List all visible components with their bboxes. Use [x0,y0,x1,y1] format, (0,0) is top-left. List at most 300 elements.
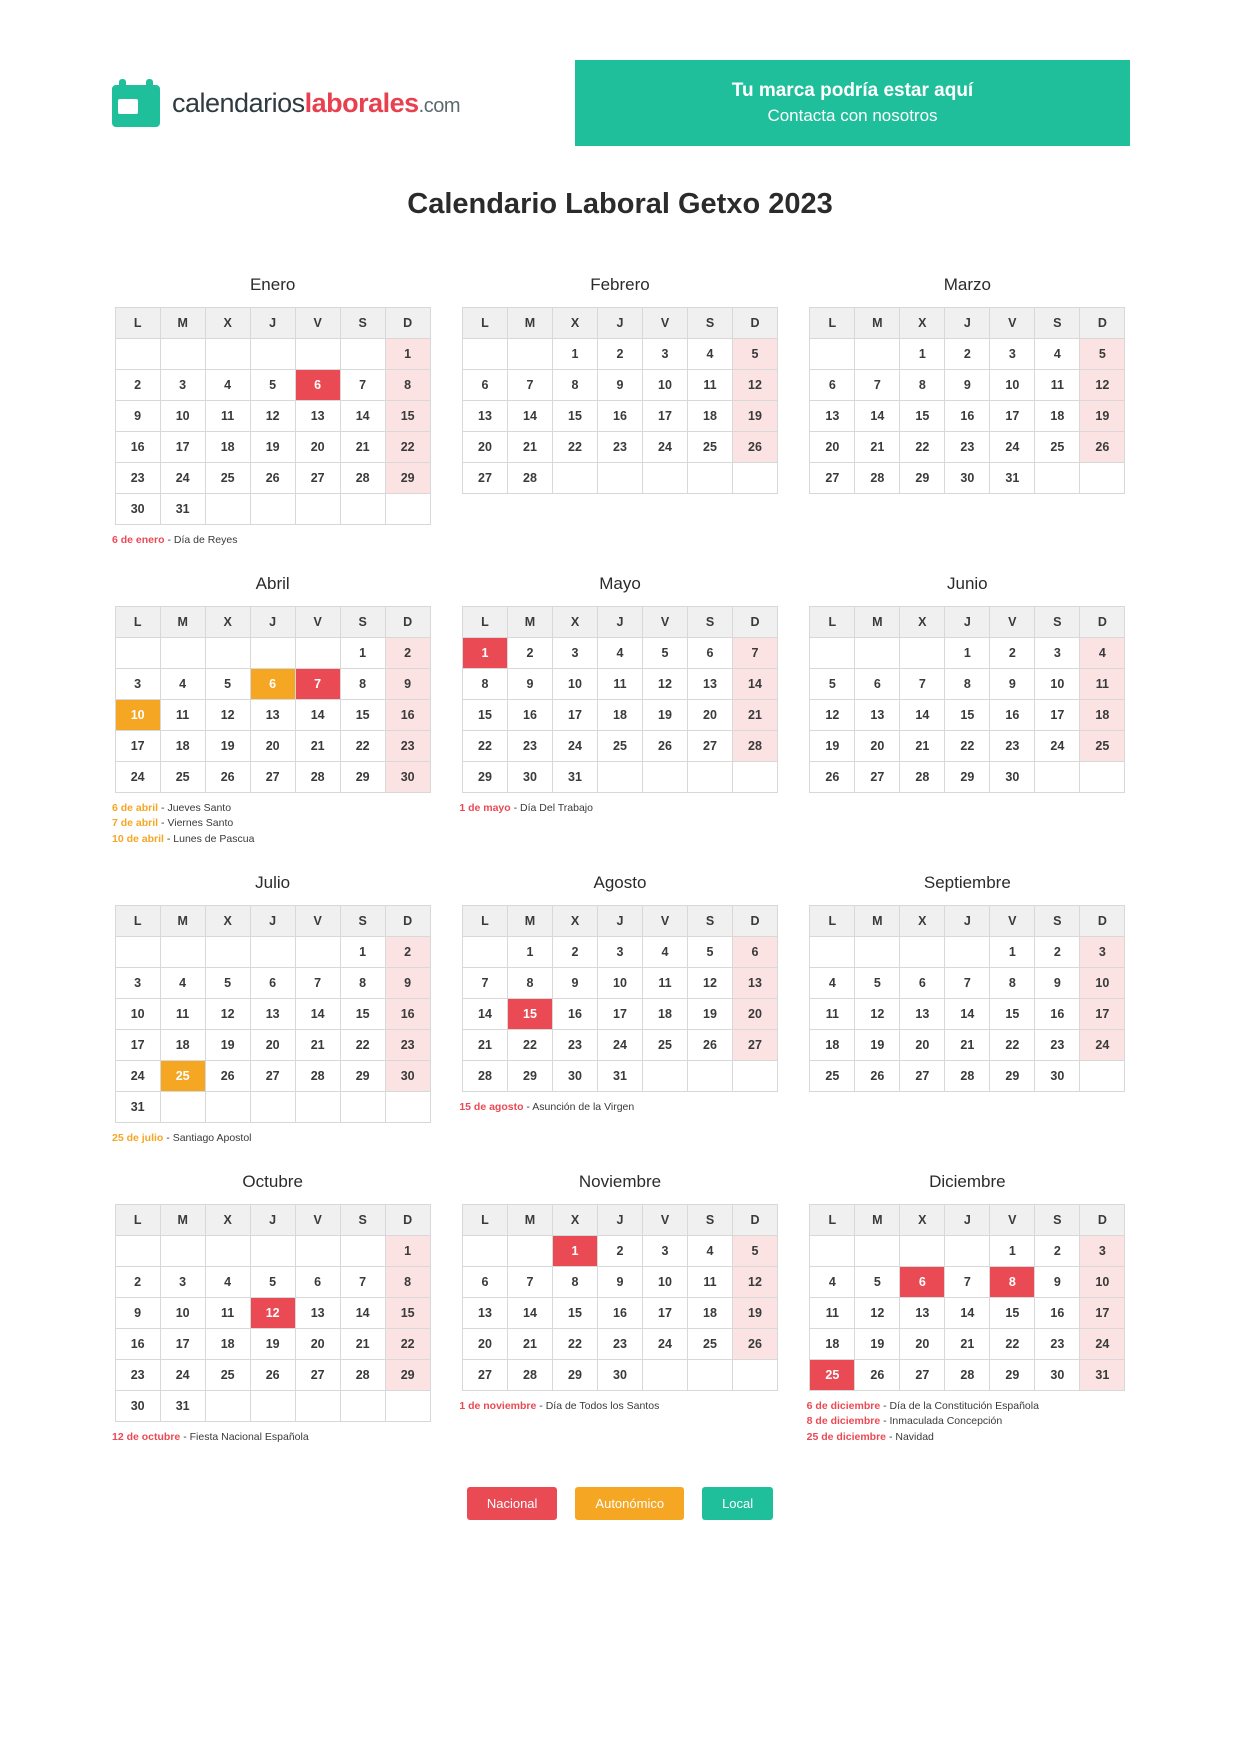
day-cell[interactable]: 17 [597,998,642,1029]
day-cell[interactable]: 22 [990,1029,1035,1060]
day-cell[interactable]: 25 [810,1060,855,1091]
day-cell[interactable]: 16 [507,700,552,731]
day-cell[interactable]: 1 [990,936,1035,967]
day-cell[interactable]: 22 [552,432,597,463]
day-cell[interactable]: 30 [597,1360,642,1391]
day-cell[interactable]: 13 [295,1298,340,1329]
day-cell[interactable]: 2 [1035,1236,1080,1267]
day-cell[interactable]: 4 [160,669,205,700]
day-cell[interactable]: 23 [597,1329,642,1360]
day-cell[interactable]: 28 [900,762,945,793]
day-cell[interactable]: 14 [945,998,990,1029]
day-cell[interactable]: 17 [1035,700,1080,731]
day-cell[interactable]: 2 [115,370,160,401]
day-cell[interactable]: 30 [115,1391,160,1422]
day-cell[interactable]: 9 [507,669,552,700]
sunday-day-cell[interactable]: 20 [732,998,777,1029]
sunday-day-cell[interactable]: 6 [732,936,777,967]
day-cell[interactable]: 17 [552,700,597,731]
day-cell[interactable]: 27 [900,1060,945,1091]
day-cell[interactable]: 21 [295,1029,340,1060]
day-cell[interactable]: 27 [462,1360,507,1391]
day-cell[interactable]: 25 [597,731,642,762]
day-cell[interactable]: 7 [945,967,990,998]
sunday-day-cell[interactable]: 16 [385,700,430,731]
day-cell[interactable]: 20 [810,432,855,463]
sunday-day-cell[interactable]: 22 [385,432,430,463]
day-cell[interactable]: 20 [900,1329,945,1360]
day-cell[interactable]: 11 [1035,370,1080,401]
sunday-day-cell[interactable]: 5 [732,1236,777,1267]
sunday-day-cell[interactable]: 24 [1080,1329,1125,1360]
day-cell[interactable]: 14 [295,998,340,1029]
day-cell[interactable]: 24 [990,432,1035,463]
day-cell[interactable]: 10 [115,998,160,1029]
day-cell[interactable]: 1 [340,936,385,967]
day-cell[interactable]: 29 [552,1360,597,1391]
day-cell[interactable]: 4 [687,1236,732,1267]
day-cell[interactable]: 22 [900,432,945,463]
day-cell[interactable]: 5 [205,669,250,700]
day-cell[interactable]: 22 [340,731,385,762]
day-cell[interactable]: 25 [687,1329,732,1360]
day-cell[interactable]: 17 [115,1029,160,1060]
day-cell[interactable]: 18 [160,731,205,762]
day-cell[interactable]: 9 [597,1267,642,1298]
day-cell[interactable]: 18 [642,998,687,1029]
day-cell[interactable]: 29 [340,1060,385,1091]
day-cell[interactable]: 2 [597,339,642,370]
day-cell[interactable]: 27 [855,762,900,793]
day-cell[interactable]: 23 [552,1029,597,1060]
day-cell[interactable]: 31 [597,1060,642,1091]
day-cell[interactable]: 26 [205,762,250,793]
day-cell[interactable]: 24 [597,1029,642,1060]
day-cell[interactable]: 19 [250,432,295,463]
day-cell[interactable]: 28 [295,762,340,793]
day-cell[interactable]: 13 [295,401,340,432]
day-cell[interactable]: 31 [160,1391,205,1422]
day-cell[interactable]: 3 [115,669,160,700]
day-cell[interactable]: 15 [462,700,507,731]
day-cell[interactable]: 28 [340,1360,385,1391]
day-cell[interactable]: 24 [552,731,597,762]
brand-logo[interactable] [110,60,460,146]
day-cell[interactable]: 16 [945,401,990,432]
holiday-day-cell[interactable]: 1 [462,638,507,669]
day-cell[interactable]: 19 [250,1329,295,1360]
day-cell[interactable]: 2 [945,339,990,370]
day-cell[interactable]: 16 [115,432,160,463]
day-cell[interactable]: 12 [855,998,900,1029]
day-cell[interactable]: 15 [990,998,1035,1029]
sunday-day-cell[interactable]: 8 [385,370,430,401]
day-cell[interactable]: 10 [642,370,687,401]
day-cell[interactable]: 11 [597,669,642,700]
day-cell[interactable]: 10 [552,669,597,700]
day-cell[interactable]: 20 [900,1029,945,1060]
day-cell[interactable]: 13 [900,998,945,1029]
sunday-day-cell[interactable]: 11 [1080,669,1125,700]
day-cell[interactable]: 31 [552,762,597,793]
day-cell[interactable]: 27 [295,463,340,494]
day-cell[interactable]: 9 [1035,1267,1080,1298]
day-cell[interactable]: 28 [507,463,552,494]
day-cell[interactable]: 19 [205,731,250,762]
day-cell[interactable]: 27 [250,762,295,793]
day-cell[interactable]: 10 [160,401,205,432]
day-cell[interactable]: 13 [462,401,507,432]
day-cell[interactable]: 25 [205,463,250,494]
day-cell[interactable]: 20 [295,1329,340,1360]
day-cell[interactable]: 26 [855,1060,900,1091]
day-cell[interactable]: 16 [1035,998,1080,1029]
day-cell[interactable]: 1 [340,638,385,669]
day-cell[interactable]: 1 [507,936,552,967]
day-cell[interactable]: 17 [160,1329,205,1360]
day-cell[interactable]: 22 [507,1029,552,1060]
holiday-day-cell[interactable]: 10 [115,700,160,731]
sunday-day-cell[interactable]: 30 [385,1060,430,1091]
sunday-day-cell[interactable]: 28 [732,731,777,762]
day-cell[interactable]: 20 [462,1329,507,1360]
day-cell[interactable]: 6 [900,967,945,998]
day-cell[interactable]: 21 [340,1329,385,1360]
day-cell[interactable]: 9 [990,669,1035,700]
day-cell[interactable]: 30 [945,463,990,494]
day-cell[interactable]: 2 [1035,936,1080,967]
sunday-day-cell[interactable]: 17 [1080,998,1125,1029]
day-cell[interactable]: 12 [642,669,687,700]
day-cell[interactable]: 6 [250,967,295,998]
day-cell[interactable]: 25 [160,762,205,793]
day-cell[interactable]: 3 [642,1236,687,1267]
day-cell[interactable]: 31 [990,463,1035,494]
day-cell[interactable]: 10 [642,1267,687,1298]
day-cell[interactable]: 5 [250,1267,295,1298]
day-cell[interactable]: 13 [462,1298,507,1329]
day-cell[interactable]: 25 [687,432,732,463]
legend-item-nacional[interactable]: Nacional [467,1487,558,1520]
day-cell[interactable]: 4 [205,370,250,401]
day-cell[interactable]: 21 [462,1029,507,1060]
day-cell[interactable]: 6 [810,370,855,401]
day-cell[interactable]: 14 [340,1298,385,1329]
day-cell[interactable]: 9 [945,370,990,401]
day-cell[interactable]: 16 [597,1298,642,1329]
day-cell[interactable]: 19 [810,731,855,762]
sunday-day-cell[interactable]: 16 [385,998,430,1029]
day-cell[interactable]: 8 [945,669,990,700]
day-cell[interactable]: 15 [340,998,385,1029]
day-cell[interactable]: 27 [687,731,732,762]
day-cell[interactable]: 4 [810,967,855,998]
day-cell[interactable]: 29 [990,1360,1035,1391]
day-cell[interactable]: 27 [295,1360,340,1391]
day-cell[interactable]: 6 [687,638,732,669]
day-cell[interactable]: 13 [250,998,295,1029]
day-cell[interactable]: 28 [855,463,900,494]
day-cell[interactable]: 18 [810,1029,855,1060]
day-cell[interactable]: 14 [855,401,900,432]
day-cell[interactable]: 17 [990,401,1035,432]
day-cell[interactable]: 15 [990,1298,1035,1329]
day-cell[interactable]: 3 [160,370,205,401]
day-cell[interactable]: 18 [597,700,642,731]
day-cell[interactable]: 24 [642,432,687,463]
sunday-day-cell[interactable]: 24 [1080,1029,1125,1060]
day-cell[interactable]: 4 [597,638,642,669]
day-cell[interactable]: 15 [552,401,597,432]
day-cell[interactable]: 16 [597,401,642,432]
sunday-day-cell[interactable]: 31 [1080,1360,1125,1391]
day-cell[interactable]: 11 [642,967,687,998]
day-cell[interactable]: 20 [250,731,295,762]
sunday-day-cell[interactable]: 9 [385,967,430,998]
day-cell[interactable]: 14 [900,700,945,731]
day-cell[interactable]: 27 [900,1360,945,1391]
day-cell[interactable]: 3 [160,1267,205,1298]
holiday-day-cell[interactable]: 6 [250,669,295,700]
day-cell[interactable]: 19 [855,1029,900,1060]
day-cell[interactable]: 1 [990,1236,1035,1267]
holiday-day-cell[interactable]: 15 [507,998,552,1029]
day-cell[interactable]: 8 [462,669,507,700]
day-cell[interactable]: 7 [340,1267,385,1298]
day-cell[interactable]: 14 [945,1298,990,1329]
day-cell[interactable]: 22 [462,731,507,762]
day-cell[interactable]: 24 [160,1360,205,1391]
day-cell[interactable]: 15 [900,401,945,432]
day-cell[interactable]: 25 [642,1029,687,1060]
day-cell[interactable]: 26 [687,1029,732,1060]
holiday-day-cell[interactable]: 7 [295,669,340,700]
sunday-day-cell[interactable]: 27 [732,1029,777,1060]
sunday-day-cell[interactable]: 10 [1080,967,1125,998]
day-cell[interactable]: 23 [507,731,552,762]
day-cell[interactable]: 10 [597,967,642,998]
day-cell[interactable]: 21 [507,1329,552,1360]
sunday-day-cell[interactable]: 1 [385,339,430,370]
day-cell[interactable]: 23 [945,432,990,463]
day-cell[interactable]: 24 [1035,731,1080,762]
day-cell[interactable]: 21 [855,432,900,463]
day-cell[interactable]: 4 [810,1267,855,1298]
sunday-day-cell[interactable]: 12 [732,1267,777,1298]
holiday-day-cell[interactable]: 25 [810,1360,855,1391]
day-cell[interactable]: 23 [1035,1029,1080,1060]
day-cell[interactable]: 5 [250,370,295,401]
day-cell[interactable]: 18 [205,1329,250,1360]
day-cell[interactable]: 19 [855,1329,900,1360]
sunday-day-cell[interactable]: 18 [1080,700,1125,731]
day-cell[interactable]: 29 [507,1060,552,1091]
day-cell[interactable]: 5 [855,1267,900,1298]
sunday-day-cell[interactable]: 21 [732,700,777,731]
sunday-day-cell[interactable]: 10 [1080,1267,1125,1298]
day-cell[interactable]: 11 [810,1298,855,1329]
day-cell[interactable]: 9 [552,967,597,998]
day-cell[interactable]: 27 [250,1060,295,1091]
day-cell[interactable]: 1 [900,339,945,370]
day-cell[interactable]: 15 [552,1298,597,1329]
day-cell[interactable]: 6 [295,1267,340,1298]
day-cell[interactable]: 20 [250,1029,295,1060]
day-cell[interactable]: 12 [810,700,855,731]
day-cell[interactable]: 27 [810,463,855,494]
sunday-day-cell[interactable]: 26 [1080,432,1125,463]
day-cell[interactable]: 21 [295,731,340,762]
day-cell[interactable]: 21 [945,1329,990,1360]
sunday-day-cell[interactable]: 5 [732,339,777,370]
day-cell[interactable]: 2 [115,1267,160,1298]
day-cell[interactable]: 3 [597,936,642,967]
day-cell[interactable]: 18 [810,1329,855,1360]
sunday-day-cell[interactable]: 15 [385,1298,430,1329]
day-cell[interactable]: 9 [597,370,642,401]
day-cell[interactable]: 12 [250,401,295,432]
day-cell[interactable]: 31 [115,1091,160,1122]
day-cell[interactable]: 11 [160,700,205,731]
day-cell[interactable]: 14 [507,401,552,432]
day-cell[interactable]: 29 [900,463,945,494]
day-cell[interactable]: 2 [597,1236,642,1267]
day-cell[interactable]: 13 [810,401,855,432]
day-cell[interactable]: 7 [945,1267,990,1298]
sunday-day-cell[interactable]: 19 [1080,401,1125,432]
day-cell[interactable]: 14 [340,401,385,432]
day-cell[interactable]: 23 [1035,1329,1080,1360]
day-cell[interactable]: 15 [945,700,990,731]
sunday-day-cell[interactable]: 15 [385,401,430,432]
day-cell[interactable]: 22 [552,1329,597,1360]
day-cell[interactable]: 30 [507,762,552,793]
sunday-day-cell[interactable]: 29 [385,1360,430,1391]
day-cell[interactable]: 11 [810,998,855,1029]
day-cell[interactable]: 16 [990,700,1035,731]
holiday-day-cell[interactable]: 25 [160,1060,205,1091]
day-cell[interactable]: 2 [507,638,552,669]
day-cell[interactable]: 29 [990,1060,1035,1091]
sunday-day-cell[interactable]: 19 [732,401,777,432]
day-cell[interactable]: 13 [855,700,900,731]
day-cell[interactable]: 22 [945,731,990,762]
day-cell[interactable]: 17 [160,432,205,463]
day-cell[interactable]: 11 [205,1298,250,1329]
day-cell[interactable]: 17 [115,731,160,762]
day-cell[interactable]: 4 [160,967,205,998]
day-cell[interactable]: 6 [462,1267,507,1298]
day-cell[interactable]: 20 [855,731,900,762]
day-cell[interactable]: 11 [687,1267,732,1298]
day-cell[interactable]: 26 [205,1060,250,1091]
holiday-day-cell[interactable]: 1 [552,1236,597,1267]
day-cell[interactable]: 14 [507,1298,552,1329]
day-cell[interactable]: 7 [340,370,385,401]
day-cell[interactable]: 16 [552,998,597,1029]
sunday-day-cell[interactable]: 23 [385,1029,430,1060]
holiday-day-cell[interactable]: 12 [250,1298,295,1329]
day-cell[interactable]: 20 [295,432,340,463]
day-cell[interactable]: 4 [687,339,732,370]
day-cell[interactable]: 21 [945,1029,990,1060]
day-cell[interactable]: 3 [990,339,1035,370]
sunday-day-cell[interactable]: 29 [385,463,430,494]
day-cell[interactable]: 31 [160,494,205,525]
day-cell[interactable]: 16 [1035,1298,1080,1329]
day-cell[interactable]: 10 [990,370,1035,401]
day-cell[interactable]: 26 [642,731,687,762]
day-cell[interactable]: 17 [642,1298,687,1329]
day-cell[interactable]: 4 [642,936,687,967]
day-cell[interactable]: 9 [115,401,160,432]
day-cell[interactable]: 3 [552,638,597,669]
day-cell[interactable]: 28 [340,463,385,494]
day-cell[interactable]: 23 [115,463,160,494]
day-cell[interactable]: 29 [945,762,990,793]
day-cell[interactable]: 5 [855,967,900,998]
sunday-day-cell[interactable]: 25 [1080,731,1125,762]
day-cell[interactable]: 25 [1035,432,1080,463]
day-cell[interactable]: 28 [295,1060,340,1091]
sunday-day-cell[interactable]: 19 [732,1298,777,1329]
day-cell[interactable]: 25 [205,1360,250,1391]
day-cell[interactable]: 26 [855,1360,900,1391]
day-cell[interactable]: 5 [642,638,687,669]
day-cell[interactable]: 28 [462,1060,507,1091]
day-cell[interactable]: 20 [687,700,732,731]
sunday-day-cell[interactable]: 8 [385,1267,430,1298]
day-cell[interactable]: 22 [340,1029,385,1060]
day-cell[interactable]: 23 [990,731,1035,762]
day-cell[interactable]: 7 [462,967,507,998]
day-cell[interactable]: 15 [340,700,385,731]
day-cell[interactable]: 10 [1035,669,1080,700]
day-cell[interactable]: 8 [507,967,552,998]
day-cell[interactable]: 5 [810,669,855,700]
day-cell[interactable]: 8 [900,370,945,401]
day-cell[interactable]: 13 [687,669,732,700]
day-cell[interactable]: 30 [1035,1060,1080,1091]
sunday-day-cell[interactable]: 26 [732,432,777,463]
sunday-day-cell[interactable]: 3 [1080,936,1125,967]
day-cell[interactable]: 5 [687,936,732,967]
day-cell[interactable]: 29 [340,762,385,793]
sunday-day-cell[interactable]: 5 [1080,339,1125,370]
day-cell[interactable]: 2 [552,936,597,967]
day-cell[interactable]: 30 [1035,1360,1080,1391]
sunday-day-cell[interactable]: 22 [385,1329,430,1360]
advertising-banner[interactable] [575,60,1130,146]
day-cell[interactable]: 7 [855,370,900,401]
day-cell[interactable]: 12 [855,1298,900,1329]
day-cell[interactable]: 3 [115,967,160,998]
day-cell[interactable]: 13 [900,1298,945,1329]
sunday-day-cell[interactable]: 1 [385,1236,430,1267]
day-cell[interactable]: 11 [160,998,205,1029]
day-cell[interactable]: 27 [462,463,507,494]
day-cell[interactable]: 21 [340,432,385,463]
day-cell[interactable]: 26 [250,463,295,494]
day-cell[interactable]: 26 [250,1360,295,1391]
day-cell[interactable]: 23 [597,432,642,463]
day-cell[interactable]: 12 [205,700,250,731]
sunday-day-cell[interactable]: 4 [1080,638,1125,669]
day-cell[interactable]: 24 [115,762,160,793]
day-cell[interactable]: 7 [507,1267,552,1298]
day-cell[interactable]: 24 [115,1060,160,1091]
day-cell[interactable]: 2 [990,638,1035,669]
